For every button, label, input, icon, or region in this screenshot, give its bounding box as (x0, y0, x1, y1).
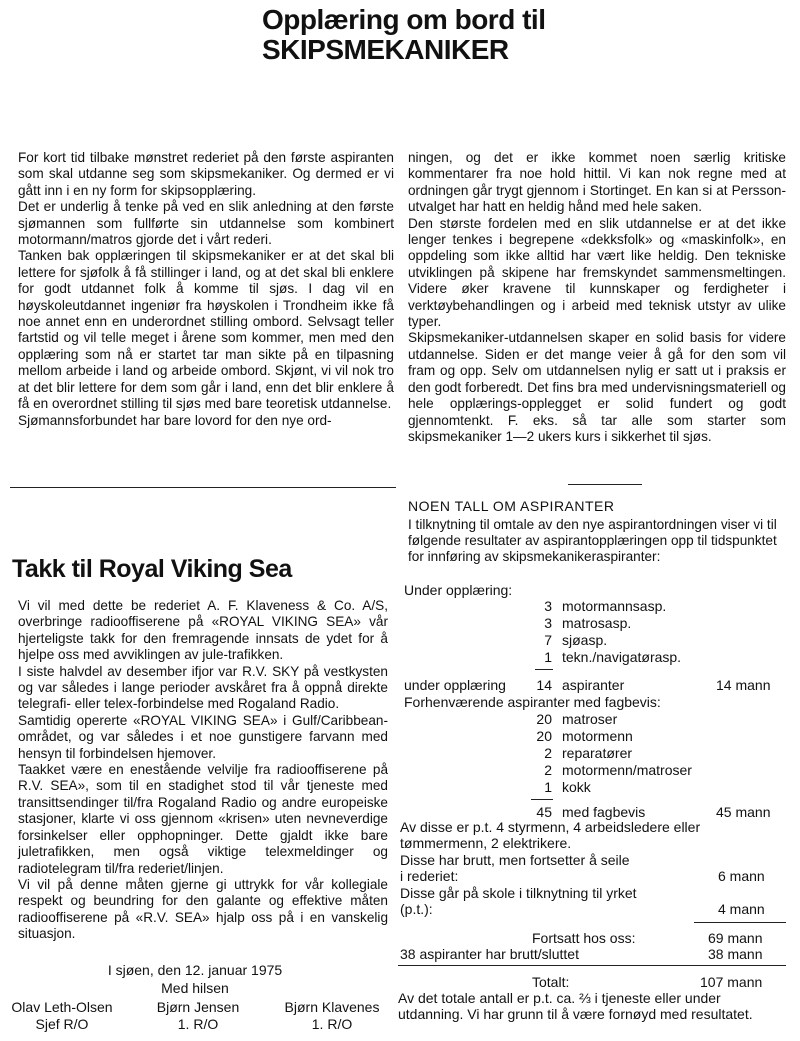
stats-intro: I tilknytning til omtale av den nye aspirantordningen viser vi til følgende resultater av aspirantopplæringen opp til tidspunktet for innføring av skipsmekanikeraspiranter: (408, 517, 777, 564)
school-value: 4 mann (718, 901, 765, 917)
school-note: Disse går på skole i tilknytning til yrket (400, 885, 637, 901)
stats-heading: NOEN TALL OM ASPIRANTER (408, 498, 615, 514)
count: 45 (536, 804, 552, 820)
count: 20 (536, 728, 552, 744)
count-label: aspiranter (562, 677, 625, 693)
count-label: med fagbevis (562, 804, 646, 820)
count-label: sjøasp. (562, 632, 608, 648)
article-column-right (408, 150, 786, 445)
quit-total-value: 38 mann (708, 946, 763, 962)
still-value: 69 mann (708, 930, 763, 946)
paragraph: For kort tid tilbake mønstret rederiet på den første aspiranten som skal utdanne seg som skipsmekaniker. Og dermed er vi gått inn i en ny form for skipsopplæring. (18, 150, 394, 198)
quit-value: 6 mann (718, 868, 765, 884)
signer-role: 1. R/O (177, 1016, 219, 1032)
count: 7 (544, 632, 552, 648)
sum-rule (694, 922, 786, 923)
signer-name: Bjørn Jensen (156, 999, 240, 1015)
count-label: motormenn (562, 728, 633, 744)
count: 20 (536, 711, 552, 727)
count-label: matroser (562, 711, 618, 727)
quit-total-label: 38 aspiranter har brutt/sluttet (400, 946, 579, 962)
count: 1 (544, 649, 552, 665)
section-divider (568, 484, 642, 485)
article-column-left (18, 150, 394, 429)
place-date: I sjøen, den 12. januar 1975 (107, 962, 283, 978)
paragraph: I siste halvdel av desember ifjor var R.V. SKY på vestkysten og var således i lange perioder avskåret fra å oppnå direkte telegrafi- eller telex-forbindelse med Rogaland Radio. (18, 663, 388, 712)
under-total-prefix: under opplæring (404, 677, 506, 693)
count: 14 (536, 677, 552, 693)
total-value: 107 mann (700, 974, 763, 990)
paragraph: Sjømannsforbundet har bare lovord for den nye ord- (18, 412, 332, 428)
section-divider (10, 487, 396, 488)
paragraph: ningen, og det er ikke kommet noen særlig kritiske kommentarer fra noe hold hittil. Vi kan nok regne med at ordningen går trygt gjennom i Stortinget. En kan si at Persson-utvalget har hatt en heldig hånd med hele saken. (408, 150, 786, 215)
count-label: tekn./navigatørasp. (562, 649, 682, 665)
article-title-line2: SKIPSMEKANIKER (262, 34, 509, 65)
paragraph: Vi vil med dette be rederiet A. F. Klaveness & Co. A/S, overbringe radiooffiserene på «ROYAL VIKING SEA» vår hjerteligste takk for den fremragende innsats de ydet for å hjelpe oss med avviklingen av jule-trafikken. (18, 598, 388, 663)
signer-role: Sjef R/O (35, 1016, 89, 1032)
article2-body (18, 598, 388, 943)
article2-title: Takk til Royal Viking Sea (12, 555, 292, 583)
under-label: Under opplæring: (404, 582, 513, 598)
total-rule (398, 965, 786, 966)
count-label: kokk (562, 779, 591, 795)
school-note-2: (p.t.): (400, 901, 433, 917)
former-label: Forhenværende aspiranter med fagbevis: (404, 694, 661, 710)
of-these-note: Av disse er p.t. 4 styrmenn, 4 arbeidsledere eller tømmermenn, 2 elektrikere. (400, 819, 701, 851)
paragraph: Det er underlig å tenke på ved en slik anledning at den første sjømannen som fullførte sin utdannelse som kombinert motormann/matros gjorde det i vårt rederi. (18, 199, 394, 248)
quit-note-2: i rederiet: (400, 868, 459, 884)
quit-note: Disse har brutt, men fortsetter å seile (400, 852, 630, 868)
count-label: motormannsasp. (562, 598, 667, 614)
signer-name: Olav Leth-Olsen (11, 999, 113, 1015)
paragraph: Vi vil på denne måten gjerne gi uttrykk for vår kollegiale respekt og beundring for den galante og effektive måten radiooffiserene på «R.V. SEA» hjalp oss på i en vanskelig situasjon. (18, 876, 388, 942)
subtotal: 45 mann (716, 804, 771, 820)
signer-name: Bjørn Klavenes (284, 999, 380, 1015)
paragraph: Taakket være en enestående velvilje fra radiooffiserene på R.V. SEA», som til en stadighet stod til vår tjeneste med transittsendinger til/fra Rogaland Radio og andre europeiske stasjoner, klarte vi oss gjennom «krisen» uten nevneverdige forsinkelser eller opphopninger. Dette gjaldt ikke bare juletrafikken, men også viktige telexmeldinger og radiotelegram til/fra rederiet/linjen. (18, 762, 388, 876)
count: 3 (544, 615, 552, 631)
count-label: reparatører (562, 745, 633, 761)
closing-note: Av det totale antall er p.t. ca. ⅔ i tjeneste eller under utdanning. Vi har grunn til å være fornøyd med resultatet. (398, 990, 753, 1022)
paragraph: Tanken bak opplæringen til skipsmekaniker er at det skal bli lettere for sjøfolk å få stillinger i land, og at det skal bli enklere for godt utdannet folk å komme til sjøs. I dag vil en høyskoleutdannet ingeniør fra høyskolen i Trondheim ikke få noe annet enn en underordnet stilling ombord. Selvsagt teller fartstid og vil telle meget i årene som kommer, men med den opplæring som nå er startet tar man sikte på en tilpasning mellom arbeide i land og arbeide ombord. Skjønt, vi vil nok tro at det blir lettere for dem som går i land, enn det blir enklere å få en overordnet stilling til sjøs med bare teoretisk utdannelse. (18, 248, 394, 412)
count: 1 (544, 779, 552, 795)
total-label: Totalt: (532, 974, 570, 990)
count: 2 (544, 762, 552, 778)
count: 2 (544, 745, 552, 761)
greeting: Med hilsen (161, 980, 229, 996)
still-label: Fortsatt hos oss: (532, 930, 636, 946)
count-label: matrosasp. (562, 615, 632, 631)
article-title-line1: Opplæring om bord til (262, 4, 546, 35)
count: 3 (544, 598, 552, 614)
paragraph: Samtidig opererte «ROYAL VIKING SEA» i Gulf/Caribbean-området, og var således i et noe gunstigere farvann med hensyn til forbindelsen hjemover. (18, 712, 388, 761)
spacer (398, 800, 784, 801)
paragraph: Skipsmekaniker-utdannelsen skaper en solid basis for videre utdannelse. Siden er det mange veier å gå for den som vil fram og opp. Selv om utdannelsen nylig er satt ut i praksis er den godt forberedt. Det fins bra med undervisningsmateriell og hele opplærings-opplegget er solid fundert og godt gjennomtenkt. F. eks. så tar alle som starter som skipsmekaniker 1—2 ukers kurs i sikkerhet til sjøs. (408, 330, 786, 444)
count-label: motormenn/matroser (562, 762, 692, 778)
sum-rule (535, 669, 553, 670)
signer-role: 1. R/O (311, 1016, 353, 1032)
paragraph: Den største fordelen med en slik utdannelse er at det ikke lenger tenkes i begrepene «dekksfolk» og «maskinfolk», en oppdeling som ikke alltid har vært like heldig. Den tekniske utviklingen på skipene har fremskyndet sammensmeltingen. Videre øker kravene til kunnskaper og ferdigheter i verktøybehandlingen og i arbeid med teknisk utstyr av ulike typer. (408, 215, 786, 330)
subtotal: 14 mann (716, 677, 771, 693)
